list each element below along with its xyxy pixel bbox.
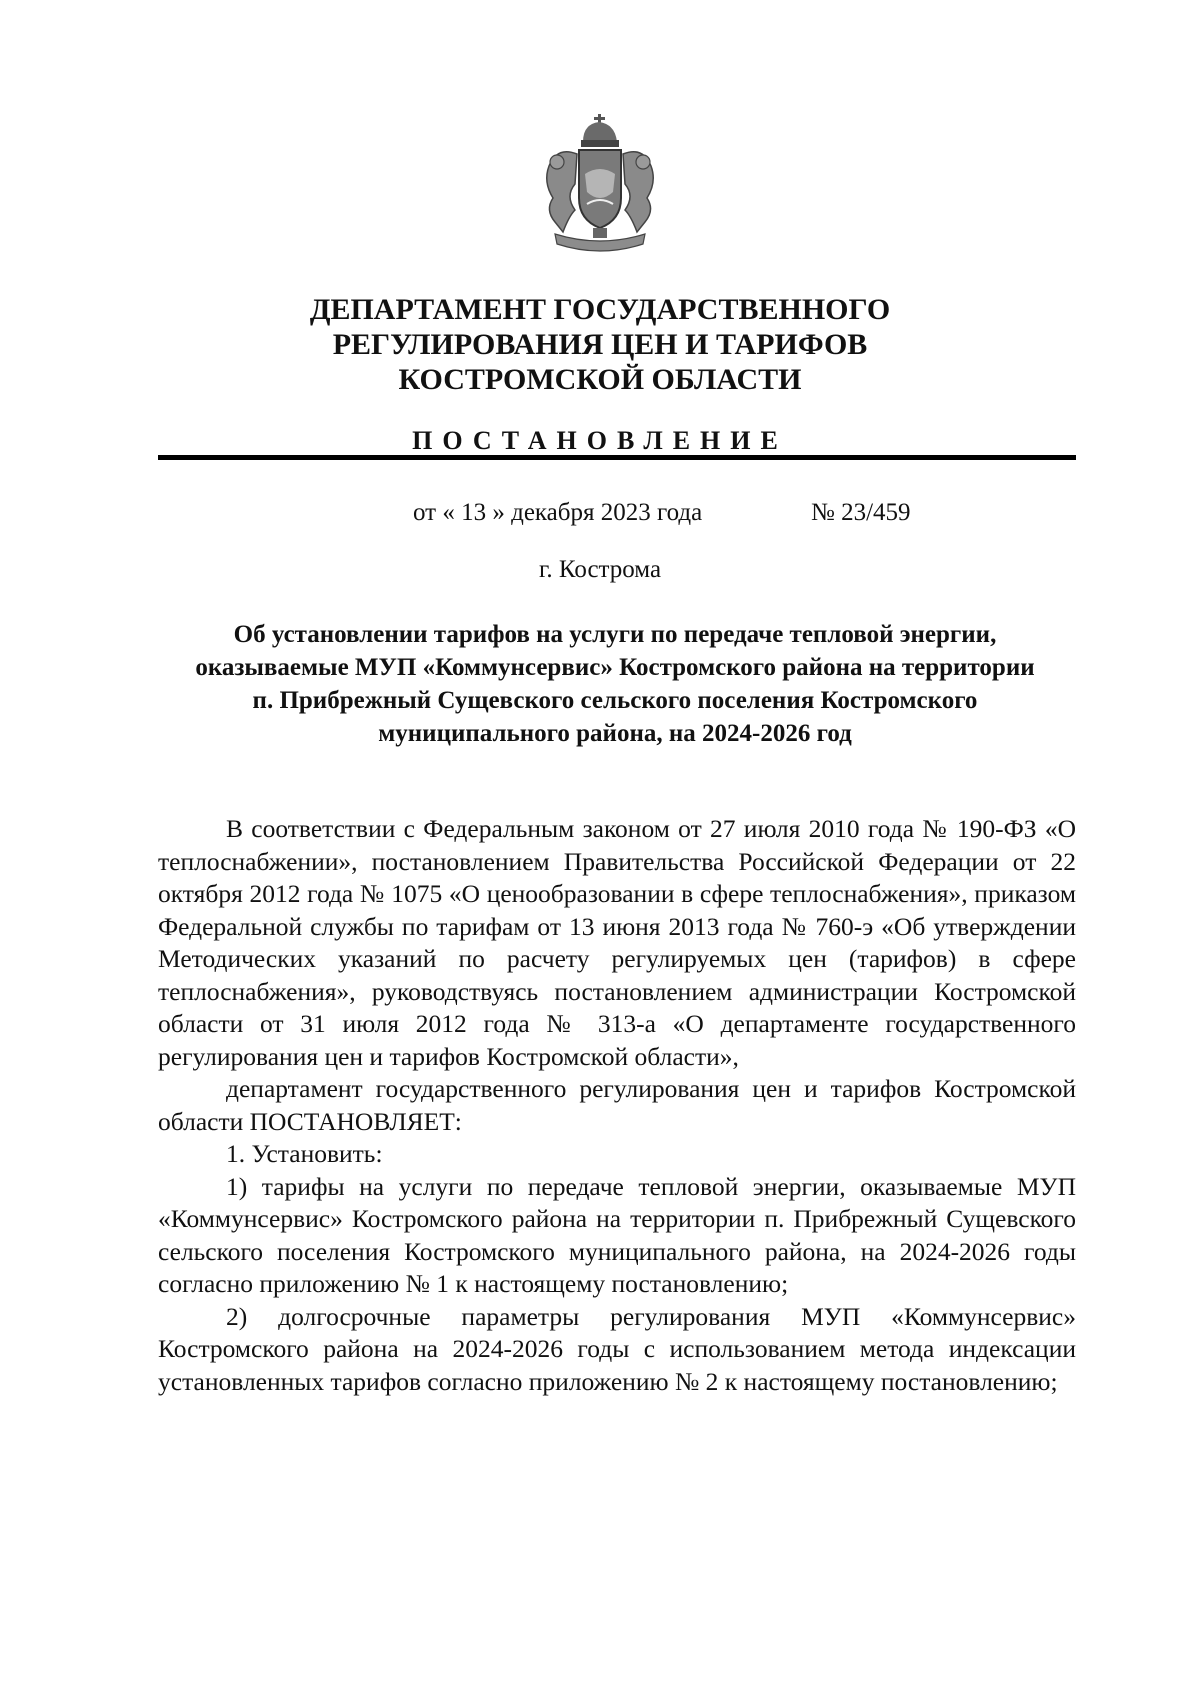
clause-1-item-2: 2) долгосрочные параметры регулирования МУП «Коммунсервис» Костромского района на 2024-2026 годы с использованием метода индексации установленных тарифов согласно приложению № 2 к настоящему постановлению;: [158, 1301, 1076, 1396]
title-line-2: оказываемые МУП «Коммунсервис» Костромского района на территории: [195, 654, 1035, 681]
document-type-heading: ПОСТАНОВЛЕНИЕ: [412, 426, 788, 455]
document-number: № 23/459: [811, 499, 911, 526]
document-title: [150, 618, 1080, 750]
organization-name: [160, 292, 1040, 397]
document-body: [158, 813, 1076, 1398]
title-line-3: п. Прибрежный Сущевского сельского поселения Костромского: [252, 687, 978, 714]
header-divider: [158, 455, 1076, 460]
resolution-paragraph: департамент государственного регулирования цен и тарифов Костромской области ПОСТАНОВЛЯЕТ:: [158, 1074, 1076, 1136]
preamble-paragraph: В соответствии с Федеральным законом от 27 июля 2010 года № 190-ФЗ «О теплоснабжении», постановлением Правительства Российской Федерации от 22 октября 2012 года № 1075 «О ценообразовании в сфере теплоснабжения», приказом Федеральной службы по тарифам от 13 июня 2013 года № 760-э «Об утверждении Методических указаний по расчету регулируемых цен (тарифов) в сфере теплоснабжения», руководствуясь постановлением администрации Костромской области от 31 июля 2012 года № 313-а «О департаменте государственного регулирования цен и тарифов Костромской области»,: [158, 814, 1076, 1071]
document-city: г. Кострома: [538, 556, 662, 583]
org-line-1: ДЕПАРТАМЕНТ ГОСУДАРСТВЕННОГО: [309, 293, 891, 326]
coat-of-arms-emblem: [535, 112, 685, 262]
document-date: от « 13 » декабря 2023 года: [413, 499, 703, 526]
clause-1-item-1: 1) тарифы на услуги по передаче тепловой энергии, оказываемые МУП «Коммунсервис» Костромского района на территории п. Прибрежный Сущевского сельского поселения Костромского муниципального района, на 2024-2026 годы согласно приложению № 1 к настоящему постановлению;: [158, 1171, 1076, 1298]
title-line-1: Об установлении тарифов на услуги по передаче тепловой энергии,: [233, 621, 997, 648]
clause-1-heading: 1. Установить:: [226, 1139, 383, 1168]
org-line-2: РЕГУЛИРОВАНИЯ ЦЕН И ТАРИФОВ: [332, 328, 868, 361]
title-line-4: муниципального района, на 2024-2026 год: [378, 720, 852, 747]
org-line-3: КОСТРОМСКОЙ ОБЛАСТИ: [398, 363, 802, 396]
